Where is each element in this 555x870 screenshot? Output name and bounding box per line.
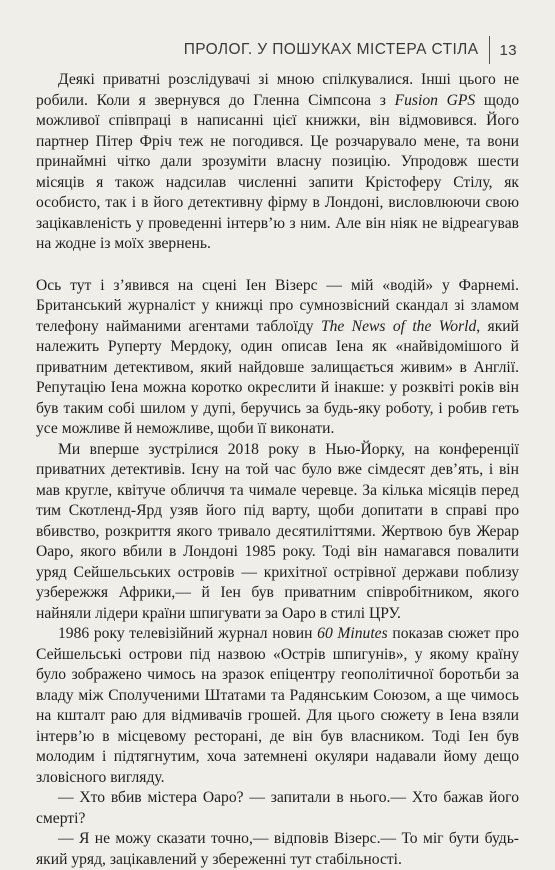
paragraph-1-text-b: щодо можливої співпраці в написанні цієї книжки, він відмовився. Його партнер Пітер Фріч теж не погодився. Це розчарувало мене, та вони принаймні чітко дали зрозуміти власну позицію. Упродовж шести місяців я також надсилав численні запити Крістоферу Стілу, як особисто, так і в його детективну фірму в Лондоні, висловлюючи свою зацікавленість у проведенні інтерв’ю з ним. Але він ніяк не відреагував на жодне із моїх звернень. [36,91,519,252]
paragraph-2-text-b: , який належить Руперту Мердоку, один описав Іена як «найвідомішого й приватним детективом, який найдовше залищається живим» в Англії. Репутацію Іена можна коротко окреслити й інакше: у розквіті років він був таким собі шилом у дупі, беручись за будь-яку роботу, і робив геть усе можливе й неможливе, щоби її виконати. [36,317,519,437]
paragraph-5-text: — Хто вбив містера Оаро? — запитали в нього.— Хто бажав його смерті? [36,789,519,827]
paragraph-3 [36,440,519,625]
paragraph-2-text-a: Ось тут і з’явився на сцені Іен Візерс — мій «водій» у Фарнемі. Британський журналіст у книжці про сумнозвісний скандал зі зламом телефону найманими агентами таблоїду [36,276,519,335]
paragraph-2 [36,276,519,440]
running-title: ПРОЛОГ. У ПОШУКАХ МІСТЕРА СТІЛА [183,41,479,58]
header-divider [489,36,490,64]
paragraph-6 [36,829,519,870]
paragraph-1-text-a: Деякі приватні розслідувачі зі мною спілкувалися. Інші цього не робили. Коли я звернувся до Гленна Сімпсона з [36,71,519,109]
page-number: 13 [499,41,517,59]
paragraph-4 [36,624,519,788]
running-head [184,36,517,64]
paragraph-1 [36,70,519,255]
body-text [36,70,519,870]
paragraph-6-text: — Я не можу сказати точно,— відповів Візерс.— То міг бути будь-який уряд, зацікавлений у збереженні тут стабільності. [36,830,519,868]
paragraph-4-italic: 60 Minutes [317,625,388,642]
paragraph-4-text-b: показав сюжет про Сейшельські острови під назвою «Острів шпигунів», у якому країну було зображено чимось на зразок епіцентру геополітичної боротьби за владу між Сполученими Штатами та Радянським Союзом, а ще чимось на кшталт раю для відмивачів грошей. Для цього сюжету в Іена взяли інтерв’ю в місцевому ресторані, де він був власником. Тоді Іен був молодим і підтягнутим, хоча затемнені окуляри надавали йому дещо зловісного вигляду. [36,625,520,786]
paragraph-4-text-a: 1986 року телевізійний журнал новин [58,625,318,642]
paragraph-5 [36,788,519,829]
paragraph-2-italic: The News of the World [320,317,477,335]
paragraph-1-italic: Fusion GPS [394,91,476,109]
paragraph-3-text: Ми вперше зустрілися 2018 року в Нью-Йорку, на конференції приватних детективів. Ієну на той час було вже сімдесят дев’ять, і він мав кругле, квітуче обличчя та чимале черевце. За кілька місяців перед тим Скотленд-Ярд узяв його під варту, щоби допитати в справі про вбивство, розкриття якого тривало десятиліттями. Жертвою був Жерар Оаро, якого вбили в Лондоні 1985 року. Тоді він намагався повалити уряд Сейшельських островів — крихітної острівної держави поблизу узбережжя Африки,— й Іен був приватним співробітником, якого найняли лідери країни шпигувати за Оаро в стилі ЦРУ. [36,440,519,622]
